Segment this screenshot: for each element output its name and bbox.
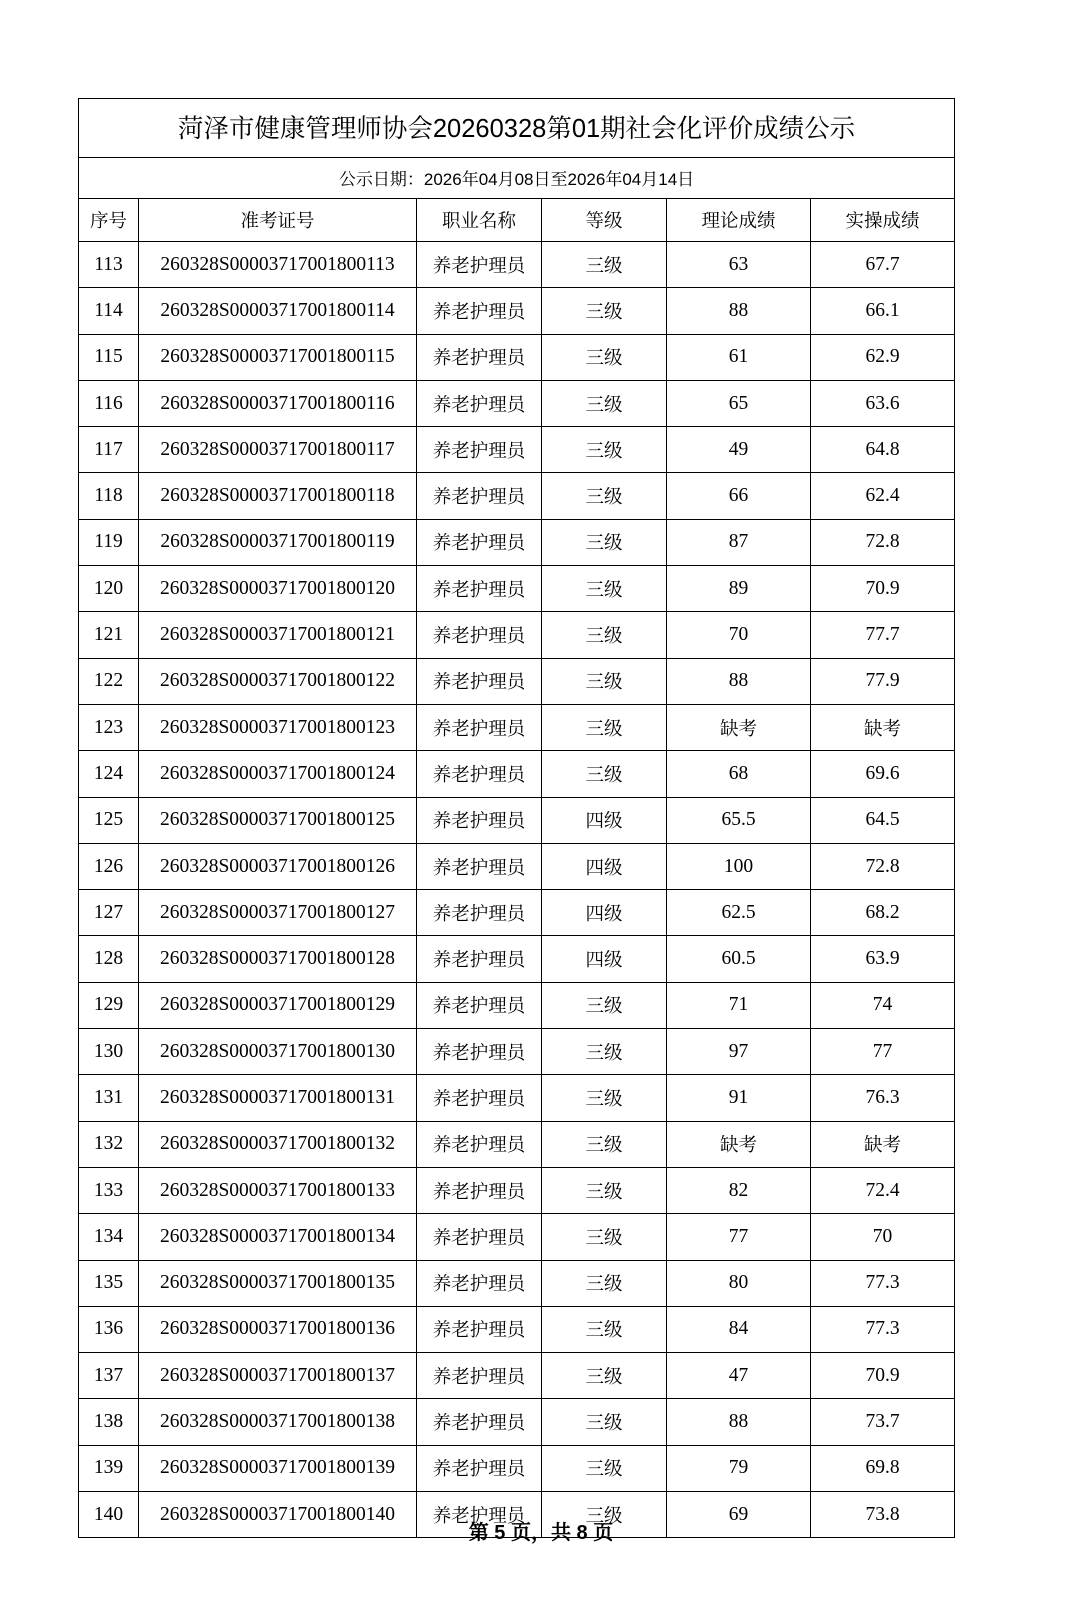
table-row bbox=[79, 473, 955, 519]
cell-occupation: 养老护理员 bbox=[417, 1306, 542, 1352]
cell-theory: 69 bbox=[667, 1492, 811, 1538]
cell-level: 三级 bbox=[542, 427, 667, 473]
cell-practice: 63.9 bbox=[811, 936, 955, 982]
cell-level: 三级 bbox=[542, 1167, 667, 1213]
table-title-row bbox=[79, 99, 955, 158]
cell-admit-no: 260328S00003717001800129 bbox=[139, 982, 417, 1028]
cell-occupation: 养老护理员 bbox=[417, 1121, 542, 1167]
table-row bbox=[79, 242, 955, 288]
cell-admit-no: 260328S00003717001800118 bbox=[139, 473, 417, 519]
cell-theory: 60.5 bbox=[667, 936, 811, 982]
table-row bbox=[79, 1121, 955, 1167]
cell-admit-no: 260328S00003717001800119 bbox=[139, 519, 417, 565]
cell-admit-no: 260328S00003717001800137 bbox=[139, 1353, 417, 1399]
cell-occupation: 养老护理员 bbox=[417, 1399, 542, 1445]
cell-index: 131 bbox=[79, 1075, 139, 1121]
cell-theory: 88 bbox=[667, 288, 811, 334]
cell-level: 三级 bbox=[542, 1399, 667, 1445]
cell-practice: 76.3 bbox=[811, 1075, 955, 1121]
cell-index: 127 bbox=[79, 890, 139, 936]
cell-practice: 77.7 bbox=[811, 612, 955, 658]
cell-index: 124 bbox=[79, 751, 139, 797]
cell-practice: 62.4 bbox=[811, 473, 955, 519]
cell-practice: 77.9 bbox=[811, 658, 955, 704]
cell-occupation: 养老护理员 bbox=[417, 982, 542, 1028]
cell-theory: 61 bbox=[667, 334, 811, 380]
cell-index: 116 bbox=[79, 380, 139, 426]
cell-occupation: 养老护理员 bbox=[417, 334, 542, 380]
table-row bbox=[79, 1167, 955, 1213]
cell-admit-no: 260328S00003717001800138 bbox=[139, 1399, 417, 1445]
table-row bbox=[79, 890, 955, 936]
cell-level: 三级 bbox=[542, 334, 667, 380]
column-header-practice: 实操成绩 bbox=[811, 199, 955, 242]
cell-practice: 73.8 bbox=[811, 1492, 955, 1538]
cell-theory: 71 bbox=[667, 982, 811, 1028]
cell-level: 三级 bbox=[542, 704, 667, 750]
cell-theory: 88 bbox=[667, 658, 811, 704]
cell-occupation: 养老护理员 bbox=[417, 751, 542, 797]
cell-admit-no: 260328S00003717001800113 bbox=[139, 242, 417, 288]
cell-admit-no: 260328S00003717001800124 bbox=[139, 751, 417, 797]
cell-index: 130 bbox=[79, 1029, 139, 1075]
cell-practice: 70.9 bbox=[811, 1353, 955, 1399]
cell-occupation: 养老护理员 bbox=[417, 1029, 542, 1075]
cell-admit-no: 260328S00003717001800134 bbox=[139, 1214, 417, 1260]
cell-level: 三级 bbox=[542, 1353, 667, 1399]
cell-theory: 47 bbox=[667, 1353, 811, 1399]
cell-index: 125 bbox=[79, 797, 139, 843]
cell-occupation: 养老护理员 bbox=[417, 843, 542, 889]
cell-admit-no: 260328S00003717001800125 bbox=[139, 797, 417, 843]
cell-level: 三级 bbox=[542, 519, 667, 565]
cell-level: 三级 bbox=[542, 566, 667, 612]
table-row bbox=[79, 936, 955, 982]
table-subtitle-row bbox=[79, 158, 955, 199]
cell-index: 139 bbox=[79, 1445, 139, 1491]
column-header-occupation: 职业名称 bbox=[417, 199, 542, 242]
cell-theory: 84 bbox=[667, 1306, 811, 1352]
cell-level: 三级 bbox=[542, 1306, 667, 1352]
table-row bbox=[79, 751, 955, 797]
table-row bbox=[79, 1399, 955, 1445]
cell-index: 136 bbox=[79, 1306, 139, 1352]
column-header-index: 序号 bbox=[79, 199, 139, 242]
cell-practice: 70.9 bbox=[811, 566, 955, 612]
column-header-admit-no: 准考证号 bbox=[139, 199, 417, 242]
cell-admit-no: 260328S00003717001800136 bbox=[139, 1306, 417, 1352]
cell-level: 三级 bbox=[542, 1121, 667, 1167]
cell-occupation: 养老护理员 bbox=[417, 658, 542, 704]
cell-theory: 66 bbox=[667, 473, 811, 519]
cell-level: 四级 bbox=[542, 890, 667, 936]
cell-admit-no: 260328S00003717001800131 bbox=[139, 1075, 417, 1121]
cell-index: 114 bbox=[79, 288, 139, 334]
table-row bbox=[79, 566, 955, 612]
cell-theory: 63 bbox=[667, 242, 811, 288]
table-row bbox=[79, 427, 955, 473]
cell-level: 三级 bbox=[542, 288, 667, 334]
cell-occupation: 养老护理员 bbox=[417, 473, 542, 519]
cell-level: 三级 bbox=[542, 612, 667, 658]
cell-occupation: 养老护理员 bbox=[417, 519, 542, 565]
cell-practice: 64.8 bbox=[811, 427, 955, 473]
cell-theory: 79 bbox=[667, 1445, 811, 1491]
cell-theory: 91 bbox=[667, 1075, 811, 1121]
publication-period: 公示日期：2026年04月08日至2026年04月14日 bbox=[79, 158, 955, 199]
table-row bbox=[79, 380, 955, 426]
cell-theory: 62.5 bbox=[667, 890, 811, 936]
cell-index: 133 bbox=[79, 1167, 139, 1213]
cell-occupation: 养老护理员 bbox=[417, 704, 542, 750]
table-row bbox=[79, 1353, 955, 1399]
cell-admit-no: 260328S00003717001800123 bbox=[139, 704, 417, 750]
cell-admit-no: 260328S00003717001800133 bbox=[139, 1167, 417, 1213]
cell-admit-no: 260328S00003717001800126 bbox=[139, 843, 417, 889]
cell-level: 三级 bbox=[542, 1214, 667, 1260]
cell-admit-no: 260328S00003717001800135 bbox=[139, 1260, 417, 1306]
table-row bbox=[79, 1075, 955, 1121]
cell-practice: 72.4 bbox=[811, 1167, 955, 1213]
cell-practice: 62.9 bbox=[811, 334, 955, 380]
cell-occupation: 养老护理员 bbox=[417, 797, 542, 843]
cell-level: 三级 bbox=[542, 1075, 667, 1121]
cell-level: 三级 bbox=[542, 658, 667, 704]
results-table bbox=[78, 98, 955, 1538]
cell-practice: 74 bbox=[811, 982, 955, 1028]
table-row bbox=[79, 797, 955, 843]
cell-theory: 87 bbox=[667, 519, 811, 565]
cell-admit-no: 260328S00003717001800132 bbox=[139, 1121, 417, 1167]
cell-level: 三级 bbox=[542, 751, 667, 797]
cell-index: 122 bbox=[79, 658, 139, 704]
page-footer: 第 5 页，共 8 页 bbox=[468, 1522, 614, 1544]
cell-theory: 缺考 bbox=[667, 1121, 811, 1167]
cell-occupation: 养老护理员 bbox=[417, 1353, 542, 1399]
column-header-level: 等级 bbox=[542, 199, 667, 242]
cell-occupation: 养老护理员 bbox=[417, 890, 542, 936]
cell-theory: 68 bbox=[667, 751, 811, 797]
table-row bbox=[79, 704, 955, 750]
table-row bbox=[79, 658, 955, 704]
cell-admit-no: 260328S00003717001800140 bbox=[139, 1492, 417, 1538]
cell-practice: 67.7 bbox=[811, 242, 955, 288]
column-header-theory: 理论成绩 bbox=[667, 199, 811, 242]
cell-practice: 72.8 bbox=[811, 519, 955, 565]
cell-occupation: 养老护理员 bbox=[417, 427, 542, 473]
cell-occupation: 养老护理员 bbox=[417, 1445, 542, 1491]
cell-theory: 77 bbox=[667, 1214, 811, 1260]
cell-occupation: 养老护理员 bbox=[417, 1492, 542, 1538]
table-row bbox=[79, 982, 955, 1028]
table-row bbox=[79, 1029, 955, 1075]
cell-level: 三级 bbox=[542, 1260, 667, 1306]
cell-admit-no: 260328S00003717001800120 bbox=[139, 566, 417, 612]
cell-index: 119 bbox=[79, 519, 139, 565]
table-row bbox=[79, 1260, 955, 1306]
cell-occupation: 养老护理员 bbox=[417, 242, 542, 288]
cell-level: 三级 bbox=[542, 380, 667, 426]
cell-admit-no: 260328S00003717001800130 bbox=[139, 1029, 417, 1075]
cell-level: 三级 bbox=[542, 1029, 667, 1075]
table-header-row bbox=[79, 199, 955, 242]
cell-index: 113 bbox=[79, 242, 139, 288]
cell-practice: 66.1 bbox=[811, 288, 955, 334]
cell-practice: 缺考 bbox=[811, 704, 955, 750]
cell-level: 四级 bbox=[542, 797, 667, 843]
cell-theory: 97 bbox=[667, 1029, 811, 1075]
cell-index: 135 bbox=[79, 1260, 139, 1306]
cell-admit-no: 260328S00003717001800128 bbox=[139, 936, 417, 982]
cell-admit-no: 260328S00003717001800114 bbox=[139, 288, 417, 334]
table-row bbox=[79, 612, 955, 658]
cell-practice: 64.5 bbox=[811, 797, 955, 843]
table-row bbox=[79, 334, 955, 380]
table-row bbox=[79, 288, 955, 334]
cell-practice: 63.6 bbox=[811, 380, 955, 426]
cell-theory: 缺考 bbox=[667, 704, 811, 750]
cell-level: 三级 bbox=[542, 1492, 667, 1538]
cell-occupation: 养老护理员 bbox=[417, 1260, 542, 1306]
cell-practice: 69.8 bbox=[811, 1445, 955, 1491]
cell-theory: 49 bbox=[667, 427, 811, 473]
cell-occupation: 养老护理员 bbox=[417, 1167, 542, 1213]
cell-theory: 65.5 bbox=[667, 797, 811, 843]
cell-practice: 77.3 bbox=[811, 1306, 955, 1352]
cell-index: 128 bbox=[79, 936, 139, 982]
cell-index: 129 bbox=[79, 982, 139, 1028]
cell-occupation: 养老护理员 bbox=[417, 380, 542, 426]
cell-index: 134 bbox=[79, 1214, 139, 1260]
cell-level: 三级 bbox=[542, 1445, 667, 1491]
cell-index: 138 bbox=[79, 1399, 139, 1445]
cell-level: 三级 bbox=[542, 473, 667, 519]
cell-practice: 72.8 bbox=[811, 843, 955, 889]
cell-theory: 80 bbox=[667, 1260, 811, 1306]
cell-practice: 77.3 bbox=[811, 1260, 955, 1306]
cell-admit-no: 260328S00003717001800117 bbox=[139, 427, 417, 473]
table-body bbox=[79, 242, 955, 1538]
cell-occupation: 养老护理员 bbox=[417, 612, 542, 658]
cell-practice: 73.7 bbox=[811, 1399, 955, 1445]
cell-theory: 70 bbox=[667, 612, 811, 658]
cell-level: 三级 bbox=[542, 982, 667, 1028]
table-row bbox=[79, 1306, 955, 1352]
table-row bbox=[79, 843, 955, 889]
table-row bbox=[79, 519, 955, 565]
cell-admit-no: 260328S00003717001800122 bbox=[139, 658, 417, 704]
cell-occupation: 养老护理员 bbox=[417, 936, 542, 982]
cell-level: 三级 bbox=[542, 242, 667, 288]
cell-index: 120 bbox=[79, 566, 139, 612]
cell-occupation: 养老护理员 bbox=[417, 288, 542, 334]
cell-index: 123 bbox=[79, 704, 139, 750]
cell-theory: 100 bbox=[667, 843, 811, 889]
cell-occupation: 养老护理员 bbox=[417, 1214, 542, 1260]
table-row bbox=[79, 1445, 955, 1491]
cell-admit-no: 260328S00003717001800121 bbox=[139, 612, 417, 658]
cell-theory: 88 bbox=[667, 1399, 811, 1445]
cell-practice: 70 bbox=[811, 1214, 955, 1260]
cell-admit-no: 260328S00003717001800115 bbox=[139, 334, 417, 380]
cell-theory: 65 bbox=[667, 380, 811, 426]
cell-admit-no: 260328S00003717001800127 bbox=[139, 890, 417, 936]
cell-index: 132 bbox=[79, 1121, 139, 1167]
cell-theory: 89 bbox=[667, 566, 811, 612]
cell-theory: 82 bbox=[667, 1167, 811, 1213]
cell-index: 126 bbox=[79, 843, 139, 889]
cell-index: 117 bbox=[79, 427, 139, 473]
cell-admit-no: 260328S00003717001800116 bbox=[139, 380, 417, 426]
cell-occupation: 养老护理员 bbox=[417, 566, 542, 612]
cell-practice: 缺考 bbox=[811, 1121, 955, 1167]
cell-level: 四级 bbox=[542, 843, 667, 889]
cell-admit-no: 260328S00003717001800139 bbox=[139, 1445, 417, 1491]
table-row bbox=[79, 1214, 955, 1260]
cell-index: 118 bbox=[79, 473, 139, 519]
cell-practice: 77 bbox=[811, 1029, 955, 1075]
cell-index: 115 bbox=[79, 334, 139, 380]
cell-practice: 68.2 bbox=[811, 890, 955, 936]
cell-index: 137 bbox=[79, 1353, 139, 1399]
cell-practice: 69.6 bbox=[811, 751, 955, 797]
document-title: 菏泽市健康管理师协会20260328第01期社会化评价成绩公示 bbox=[79, 99, 955, 158]
cell-occupation: 养老护理员 bbox=[417, 1075, 542, 1121]
cell-index: 140 bbox=[79, 1492, 139, 1538]
cell-level: 四级 bbox=[542, 936, 667, 982]
cell-index: 121 bbox=[79, 612, 139, 658]
